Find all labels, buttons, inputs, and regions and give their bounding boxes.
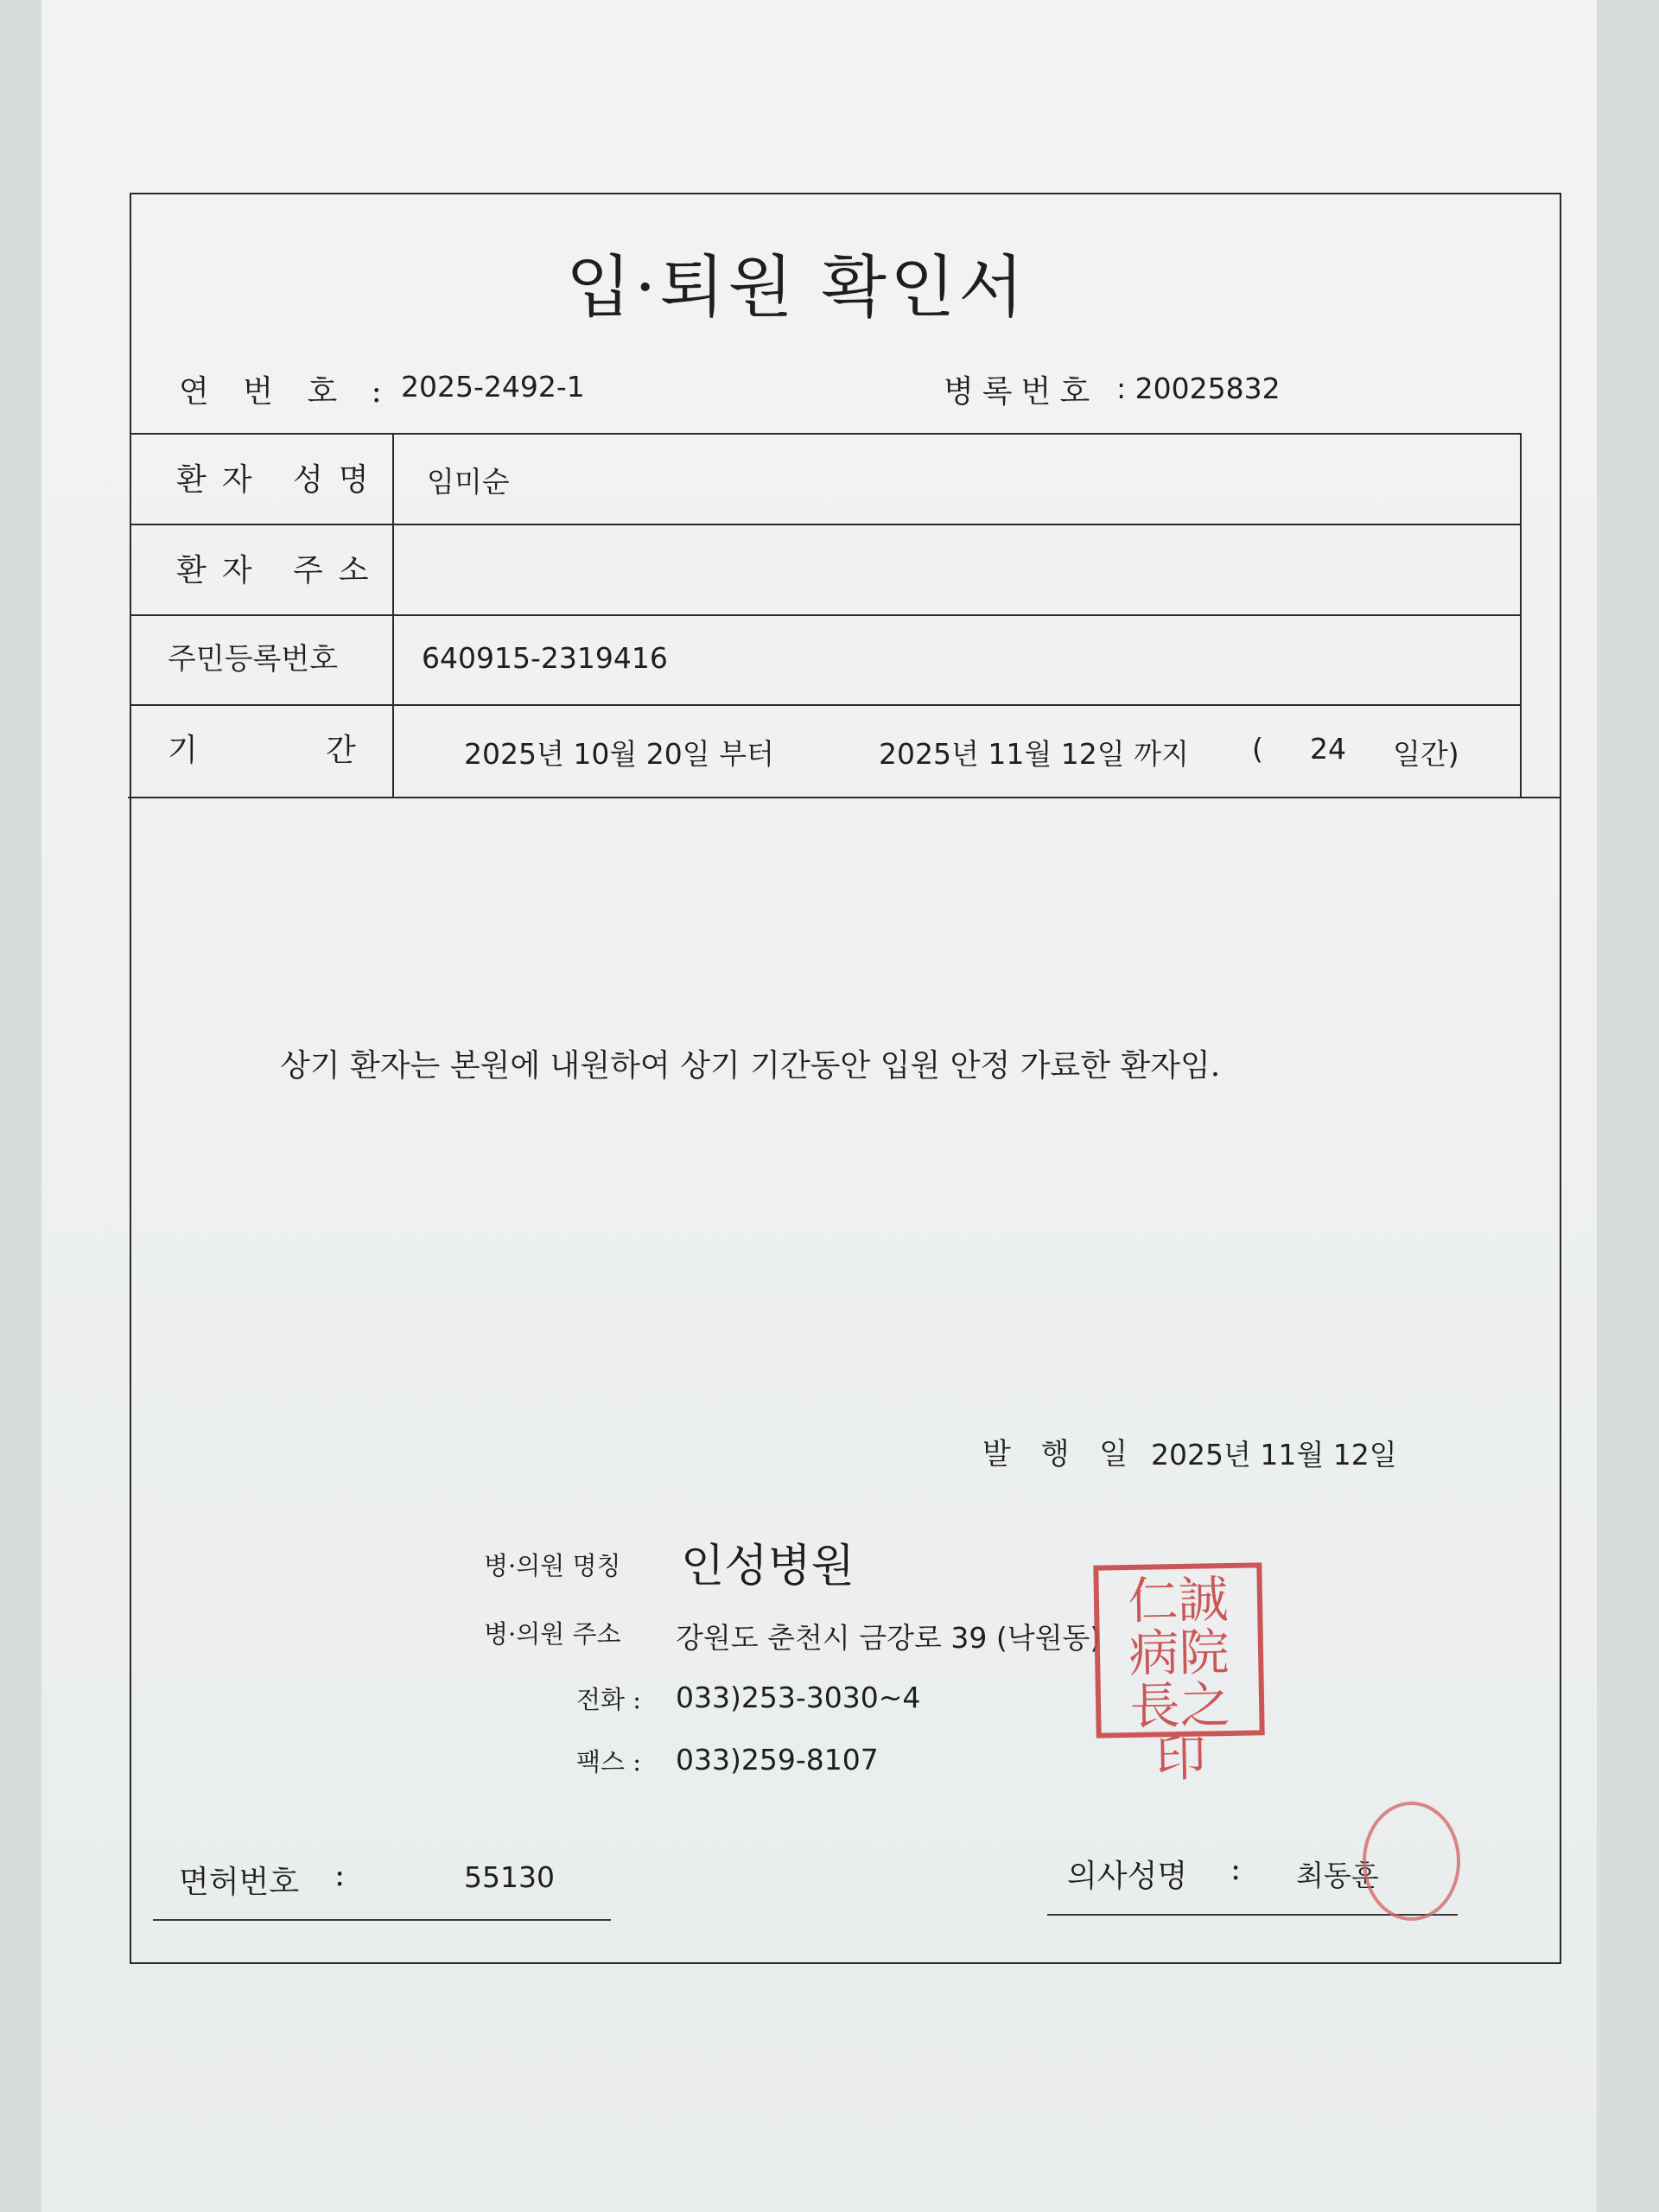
hospital-name: 인성병원 <box>681 1541 855 1592</box>
period-label-2: 간 <box>326 733 356 768</box>
record-value: : 20025832 <box>1116 372 1281 405</box>
table-line <box>130 524 1521 525</box>
phone-label: 전화 : <box>576 1685 642 1714</box>
license-value: 55130 <box>464 1860 555 1894</box>
table-line <box>130 704 1521 706</box>
fax-value: 033)259-8107 <box>676 1743 879 1777</box>
table-divider <box>392 433 394 797</box>
hospital-name-label: 병·의원 명칭 <box>484 1551 621 1580</box>
doctor-colon: : <box>1230 1852 1242 1887</box>
id-label: 주민등록번호 <box>168 642 339 677</box>
license-label: 면허번호 <box>179 1865 300 1900</box>
period-label-1: 기 <box>168 733 198 768</box>
period-days-close: 일간) <box>1393 737 1459 771</box>
table-line <box>130 433 1521 435</box>
table-divider <box>1520 433 1522 797</box>
table-line <box>128 797 1560 798</box>
document-title: 입·퇴원 확인서 <box>566 249 1027 327</box>
serial-label: 연 번 호 : <box>179 374 394 410</box>
hospital-seal-text: 仁誠病院長之印 <box>1127 1570 1231 1789</box>
period-to: 2025년 11월 12일 까지 <box>879 737 1189 771</box>
name-value: 임미순 <box>427 465 510 499</box>
hospital-seal <box>1093 1562 1264 1789</box>
statement-text: 상기 환자는 본원에 내원하여 상기 기간동안 입원 안정 가료한 환자임. <box>280 1048 1221 1084</box>
issue-date: 2025년 11월 12일 <box>1151 1438 1397 1471</box>
hospital-address-label: 병·의원 주소 <box>484 1619 621 1649</box>
name-label: 환자 성명 <box>176 462 385 498</box>
fax-label: 팩스 : <box>576 1747 642 1777</box>
phone-value: 033)253-3030~4 <box>676 1681 921 1714</box>
period-days: 24 <box>1310 732 1346 766</box>
record-label: 병록번호 <box>944 374 1099 410</box>
table-line <box>130 614 1521 616</box>
doctor-seal <box>1363 1802 1460 1921</box>
address-label: 환자 주소 <box>176 553 385 588</box>
license-colon: : <box>334 1858 346 1893</box>
serial-value: 2025-2492-1 <box>401 370 585 404</box>
certificate-frame <box>130 193 1561 1964</box>
period-from: 2025년 10월 20일 부터 <box>464 737 774 771</box>
license-underline <box>153 1919 611 1921</box>
id-value: 640915-2319416 <box>422 641 668 675</box>
doctor-name: 최동훈 <box>1296 1859 1379 1892</box>
issue-label: 발 행 일 <box>982 1437 1139 1471</box>
hospital-address: 강원도 춘천시 금강로 39 (낙원동) <box>676 1621 1102 1655</box>
period-days-open: ( <box>1252 732 1263 766</box>
doctor-label: 의사성명 <box>1067 1859 1188 1894</box>
